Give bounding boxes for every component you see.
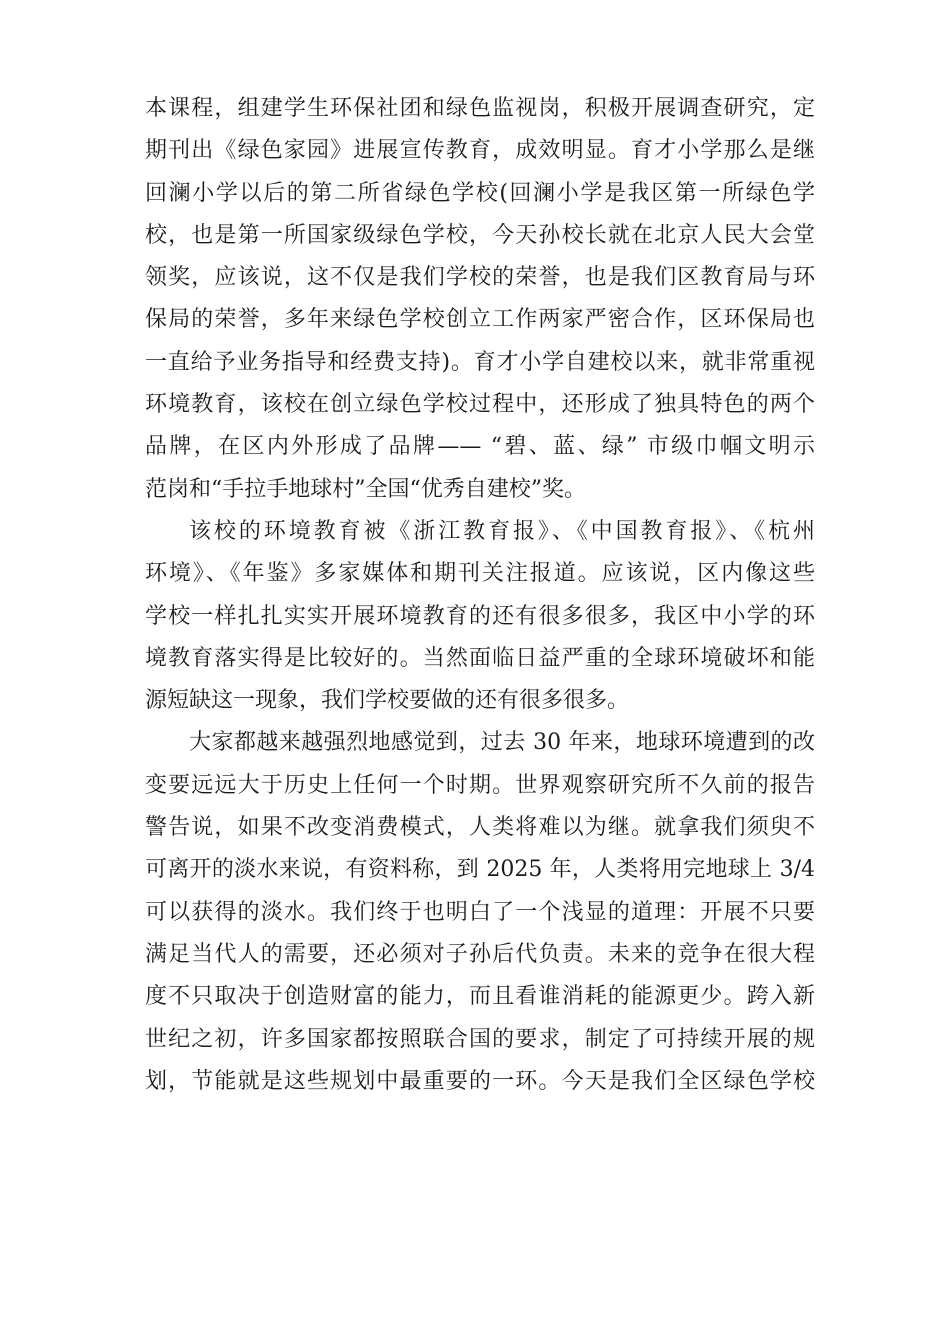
paragraph-1-line-2: 期刊出《绿色家园》进展宣传教育，成效明显。育才小学那么是继 [145,138,815,164]
paragraph-1-line-7: 一直给予业务指导和经费支持)。育才小学自建校以来，就非常重视 [145,349,815,375]
paragraph-3-line-7: 度不只取决于创造财富的能力，而且看谁消耗的能源更少。跨入新 [145,984,815,1010]
paragraph-1-line-1: 本课程，组建学生环保社团和绿色监视岗，积极开展调查研究，定 [145,96,815,121]
paragraph-3-line-5: 可以获得的淡水。我们终于也明白了一个浅显的道理：开展不只要 [145,899,815,925]
paragraph-3-line-4: 可离开的淡水来说，有资料称，到 2025 年，人类将用完地球上 3/4 [145,857,815,883]
body-text [145,88,815,1103]
paragraph-3-line-6: 满足当代人的需要，还必须对子孙后代负责。未来的竞争在很大程 [145,941,815,967]
paragraph-3-line-8: 世纪之初，许多国家都按照联合国的要求，制定了可持续开展的规 [145,1026,815,1052]
paragraph-2-line-3: 学校一样扎扎实实开展环境教育的还有很多很多，我区中小学的环 [145,603,815,629]
paragraph-3-line-1: 大家都越来越强烈地感觉到，过去 30 年来，地球环境遭到的改 [189,730,815,756]
paragraph-1-line-5: 领奖，应该说，这不仅是我们学校的荣誉，也是我们区教育局与环 [145,265,815,291]
paragraph-2-line-4: 境教育落实得是比较好的。当然面临日益严重的全球环境破坏和能 [145,645,815,671]
paragraph-1-line-6: 保局的荣誉，多年来绿色学校创立工作两家严密合作，区环保局也 [145,307,815,333]
paragraph-1-line-8: 环境教育，该校在创立绿色学校过程中，还形成了独具特色的两个 [145,392,815,418]
paragraph-3-line-2: 变要远远大于历史上任何一个时期。世界观察研究所不久前的报告 [145,772,815,798]
paragraph-2-line-2: 环境》、《年鉴》多家媒体和期刊关注报道。应该说，区内像这些 [145,561,815,587]
paragraph-1-line-4: 校，也是第一所国家级绿色学校，今天孙校长就在北京人民大会堂 [145,222,815,248]
paragraph-3-line-9: 划，节能就是这些规划中最重要的一环。今天是我们全区绿色学校 [145,1068,815,1094]
paragraph-1-line-3: 回澜小学以后的第二所省绿色学校(回澜小学是我区第一所绿色学 [145,180,815,206]
paragraph-2-line-1: 该校的环境教育被《浙江教育报》、《中国教育报》、《杭州 [189,518,815,544]
paragraph-1-line-9: 品牌，在区内外形成了品牌—— “碧、蓝、绿” 市级巾帼文明示 [145,434,815,460]
paragraph-3-line-3: 警告说，如果不改变消费模式，人类将难以为继。就拿我们须臾不 [145,815,815,841]
paragraph-1-line-10: 范岗和“手拉手地球村”全国“优秀自建校”奖。 [145,476,586,502]
paragraph-2-line-5: 源短缺这一现象，我们学校要做的还有很多很多。 [145,688,630,714]
